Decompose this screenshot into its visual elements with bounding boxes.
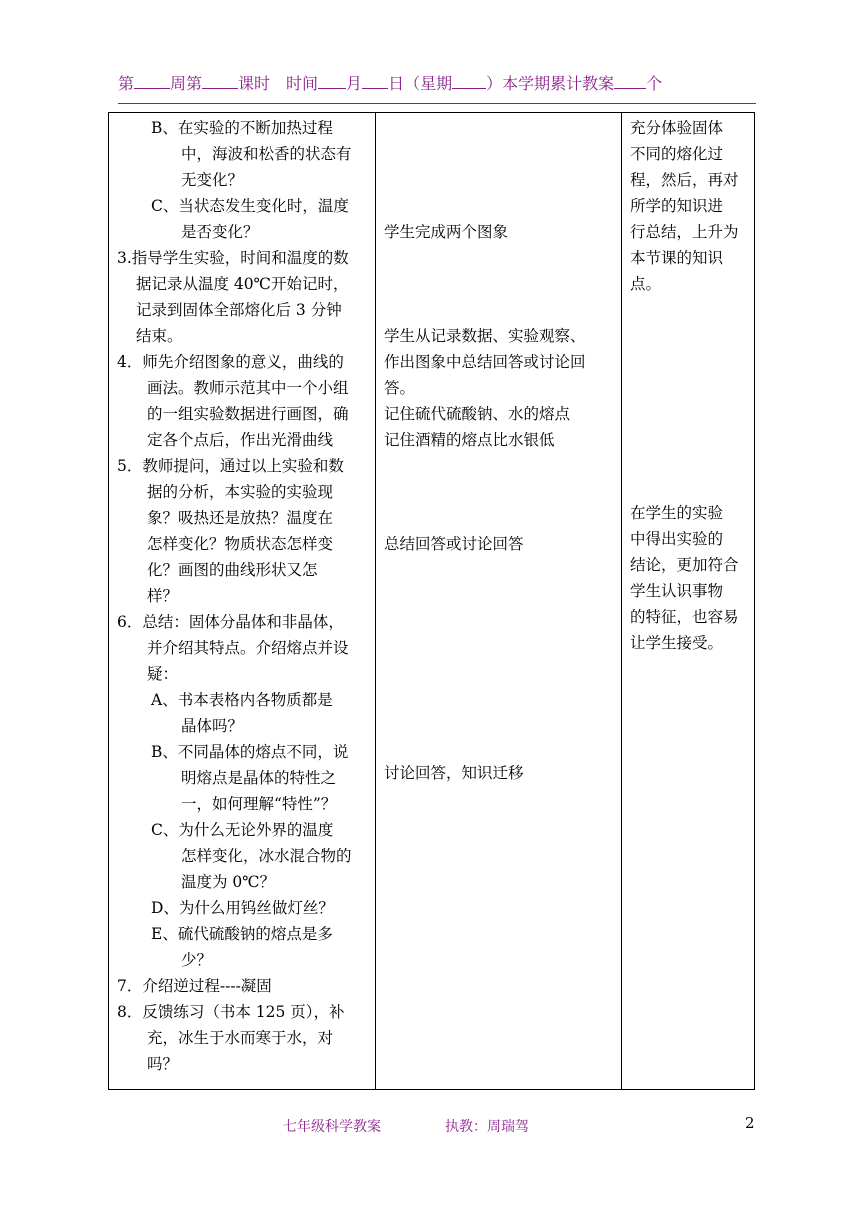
text-line: A、书本表格内各物质都是 [151, 691, 333, 709]
text-line: 中得出实验的 [630, 530, 724, 548]
text-line: 记住硫代硫酸钠、水的熔点 [384, 405, 571, 423]
month-blank [318, 70, 346, 89]
text-line: 一，如何理解“特性”？ [181, 795, 337, 813]
header-rule [118, 103, 756, 104]
text-line: 记住酒精的熔点比水银低 [384, 431, 555, 449]
total-blank [614, 70, 646, 89]
teacher-activity-column [109, 113, 375, 1089]
header-day-label: 日（星期 [388, 74, 453, 93]
text-line: 化？画图的曲线形状又怎 [147, 561, 318, 579]
text-line: B、不同晶体的熔点不同，说 [151, 743, 349, 761]
text-line: 让学生接受。 [630, 634, 724, 652]
text-line: 6．总结：固体分晶体和非晶体， [117, 613, 344, 631]
text-line: 象？吸热还是放热？温度在 [147, 509, 334, 527]
lesson-table [108, 112, 755, 1090]
text-line: 本节课的知识 [630, 249, 724, 267]
header-month-label: 月 [346, 74, 363, 93]
text-line: 中，海波和松香的状态有 [181, 145, 352, 163]
text-line: 总结回答或讨论回答 [384, 535, 524, 553]
text-line: 晶体吗？ [181, 717, 244, 735]
header-week-prefix: 第 [118, 74, 135, 93]
text-line: 怎样变化？物质状态怎样变 [147, 535, 334, 553]
text-line: 据记录从温度 40℃开始记时， [136, 275, 349, 293]
footer-course: 七年级科学教案 [283, 1119, 381, 1135]
text-line: 程，然后，再对 [630, 171, 739, 189]
text-line: 并介绍其特点。介绍熔点并设 [147, 639, 349, 657]
text-line: 学生从记录数据、实验观察、 [384, 327, 586, 345]
text-line: D、为什么用钨丝做灯丝？ [151, 899, 334, 917]
text-line: 行总结，上升为 [630, 223, 739, 241]
text-line: 讨论回答，知识迁移 [384, 764, 524, 782]
footer-teacher: 执教：周瑞驾 [445, 1119, 529, 1135]
text-line: 结论，更加符合 [630, 556, 739, 574]
text-line: 据的分析，本实验的实验现 [147, 483, 334, 501]
text-line: 7．介绍逆过程----凝固 [117, 977, 272, 995]
weekday-blank [452, 70, 486, 89]
text-line: 少？ [181, 951, 213, 969]
text-line: 样？ [147, 587, 179, 605]
header-time-label: 课时 时间 [238, 74, 319, 93]
lesson-blank [202, 70, 238, 89]
header-week-label: 周第 [170, 74, 203, 93]
text-line: 4．师先介绍图象的意义，曲线的 [117, 353, 344, 371]
page-header [118, 70, 758, 94]
page-number: 2 [745, 1114, 755, 1132]
text-line: C、为什么无论外界的温度 [151, 821, 334, 839]
week-blank [134, 70, 170, 89]
text-line: 是否变化？ [181, 223, 259, 241]
text-line: 温度为 0℃？ [181, 873, 276, 891]
text-line: 的特征，也容易 [630, 608, 739, 626]
text-line: 记录到固体全部熔化后 3 分钟 [136, 301, 342, 319]
text-line: 3.指导学生实验，时间和温度的数 [117, 249, 349, 267]
text-line: 无变化？ [181, 171, 244, 189]
design-intent-column [622, 113, 754, 1089]
text-line: E、硫代硫酸钠的熔点是多 [151, 925, 333, 943]
text-line: 学生完成两个图象 [384, 223, 509, 241]
header-total-label: ）本学期累计教案 [486, 74, 615, 93]
text-line: 定各个点后，作出光滑曲线 [147, 431, 334, 449]
text-line: 明熔点是晶体的特性之 [181, 769, 337, 787]
text-line: 点。 [630, 275, 662, 293]
text-line: 答。 [384, 379, 416, 397]
text-line: 充分体验固体 [630, 119, 724, 137]
text-line: 结束。 [136, 327, 183, 345]
text-line: 不同的熔化过 [630, 145, 724, 163]
text-line: 5．教师提问，通过以上实验和数 [117, 457, 344, 475]
text-line: C、当状态发生变化时，温度 [151, 197, 349, 215]
day-blank [362, 70, 388, 89]
text-line: 学生认识事物 [630, 582, 724, 600]
text-line: 充，冰生于水而寒于水，对 [147, 1029, 334, 1047]
text-line: 画法。教师示范其中一个小组 [147, 379, 349, 397]
text-line: 所学的知识进 [630, 197, 724, 215]
text-line: 疑： [147, 665, 179, 683]
student-activity-column [376, 113, 621, 1089]
text-line: 8．反馈练习（书本 125 页），补 [117, 1003, 345, 1021]
text-line: 作出图象中总结回答或讨论回 [384, 353, 586, 371]
text-line: 的一组实验数据进行画图，确 [147, 405, 349, 423]
text-line: 吗？ [147, 1055, 179, 1073]
header-unit: 个 [646, 74, 663, 93]
text-line: 在学生的实验 [630, 504, 724, 522]
text-line: B、在实验的不断加热过程 [151, 119, 333, 137]
text-line: 怎样变化，冰水混合物的 [181, 847, 352, 865]
